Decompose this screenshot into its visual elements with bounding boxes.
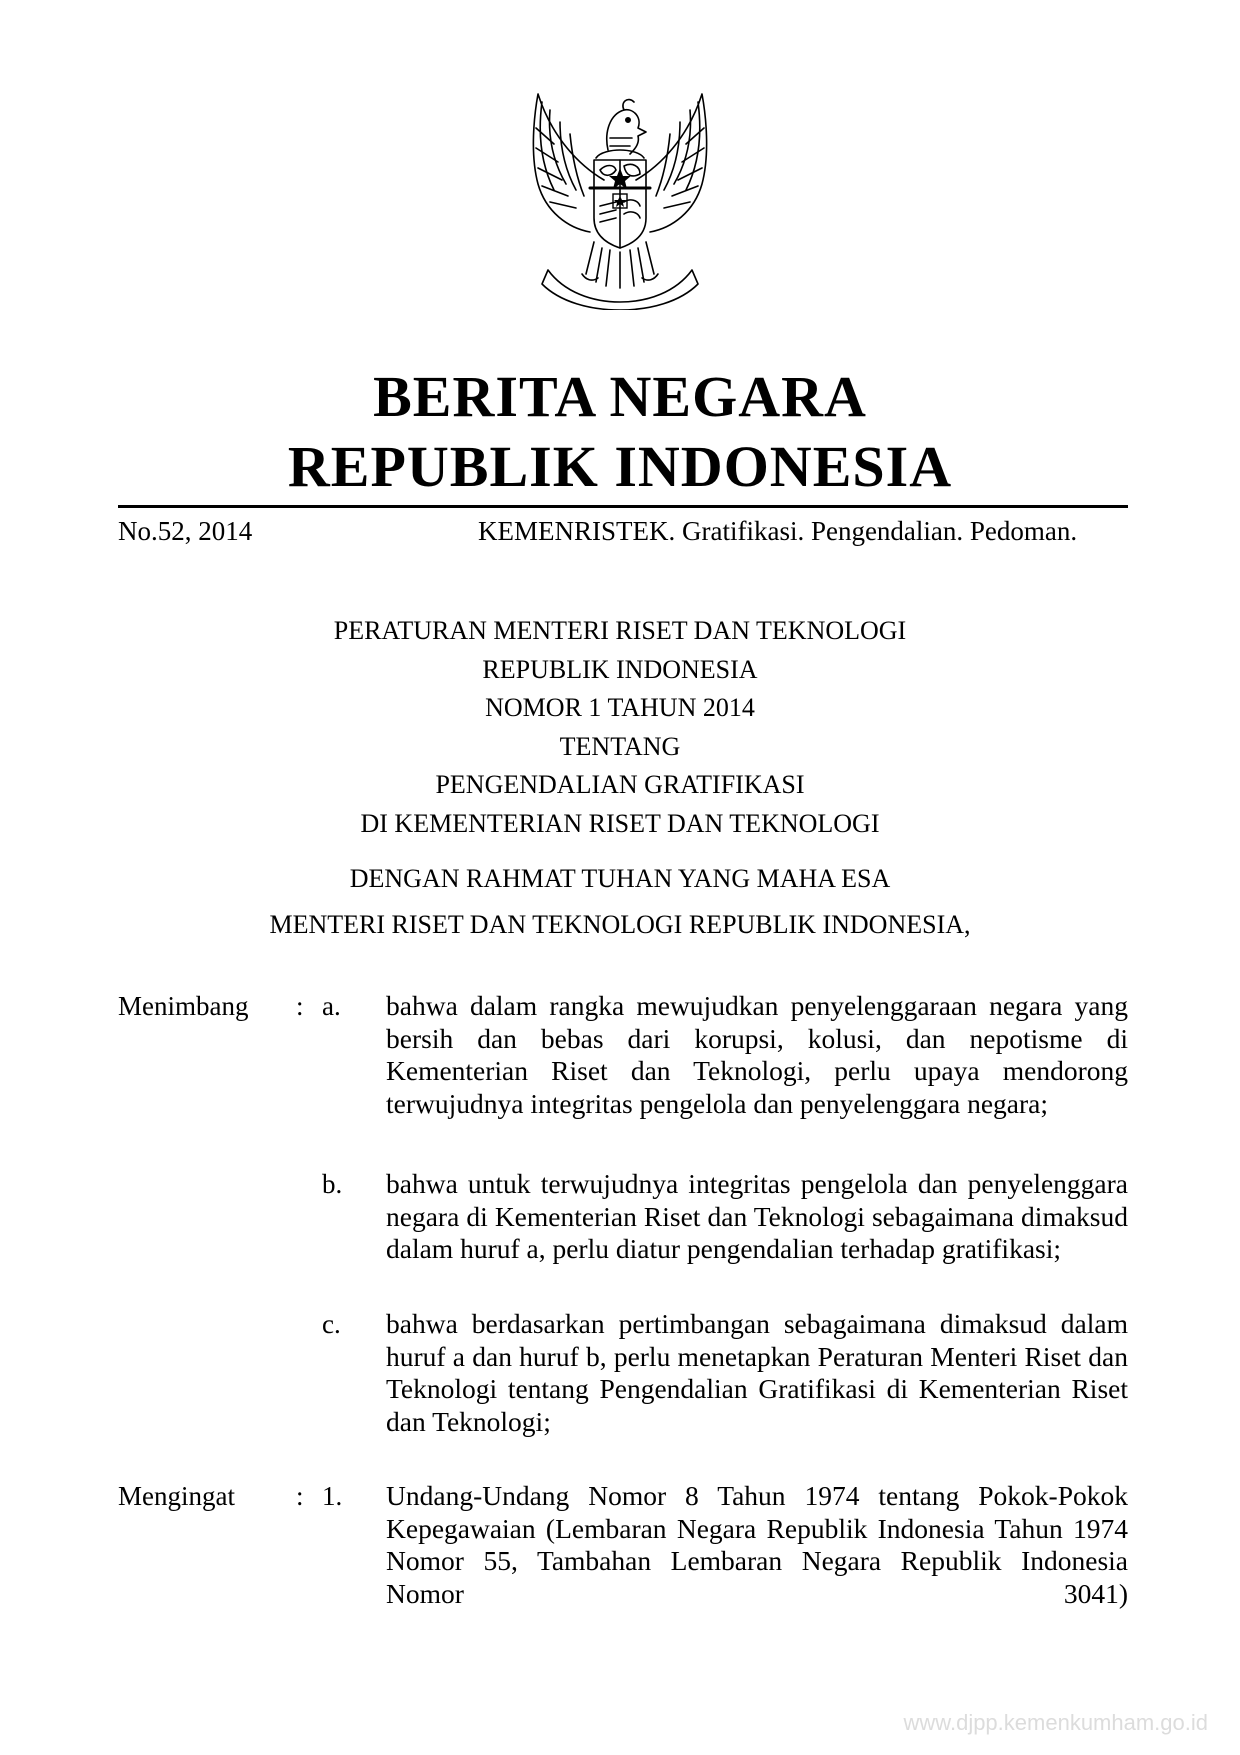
- mengingat-item-1: Undang-Undang Nomor 8 Tahun 1974 tentang Pokok-Pokok Kepegawaian (Lembaran Negara Republik Indonesia Tahun 1974 Nomor 55, Tambahan Lembaran Negara Republik Indonesia Nomor 3041): [386, 1480, 1128, 1609]
- menimbang-marker-c: c.: [322, 1309, 341, 1339]
- regulation-title: [0, 612, 1240, 843]
- menimbang-item-a: bahwa dalam rangka mewujudkan penyelenggaraan negara yang bersih dan bebas dari korupsi, kolusi, dan nepotisme di Kementerian Riset dan Teknologi, perlu upaya mendorong terwujudnya integritas pengelola dan penyelenggara negara;: [386, 990, 1128, 1119]
- watermark: www.djpp.kemenkumham.go.id: [903, 1710, 1208, 1735]
- menimbang-marker-a: a.: [322, 991, 341, 1021]
- menimbang-item-c: bahwa berdasarkan pertimbangan sebagaimana dimaksud dalam huruf a dan huruf b, perlu menetapkan Peraturan Menteri Riset dan Teknologi tentang Pengendalian Gratifikasi di Kementerian Riset dan Teknologi;: [386, 1308, 1128, 1437]
- masthead-title-line1: BERITA NEGARA: [373, 364, 867, 429]
- preamble-line2: MENTERI RISET DAN TEKNOLOGI REPUBLIK INDONESIA,: [269, 910, 971, 939]
- mengingat-colon: :: [296, 1481, 304, 1511]
- preamble-line1: DENGAN RAHMAT TUHAN YANG MAHA ESA: [349, 864, 891, 893]
- title-line: TENTANG: [559, 731, 681, 761]
- masthead-rule: [118, 505, 1128, 508]
- menimbang-label: Menimbang: [118, 991, 249, 1021]
- title-line: NOMOR 1 TAHUN 2014: [485, 693, 755, 722]
- title-line: PERATURAN MENTERI RISET DAN TEKNOLOGI: [333, 616, 907, 645]
- menimbang-marker-b: b.: [322, 1169, 343, 1199]
- menimbang-colon: :: [296, 991, 304, 1021]
- menimbang-item-b: bahwa untuk terwujudnya integritas pengelola dan penyelenggara negara di Kementerian Riset dan Teknologi sebagaimana dimaksud dalam huruf a, perlu diatur pengendalian terhadap gratifikasi;: [386, 1168, 1128, 1264]
- issue-number: No.52, 2014: [118, 516, 253, 546]
- mengingat-marker-1: 1.: [322, 1481, 343, 1511]
- masthead-title-line2: REPUBLIK INDONESIA: [287, 434, 953, 499]
- issue-keywords: KEMENRISTEK. Gratifikasi. Pengendalian. Pedoman.: [478, 516, 1078, 546]
- title-line: DI KEMENTERIAN RISET DAN TEKNOLOGI: [360, 808, 880, 838]
- title-line: REPUBLIK INDONESIA: [482, 654, 758, 684]
- title-line: PENGENDALIAN GRATIFIKASI: [435, 770, 805, 799]
- garuda-pancasila-emblem-icon: [520, 88, 720, 310]
- preamble: [0, 856, 1240, 948]
- mengingat-label: Mengingat: [118, 1481, 235, 1511]
